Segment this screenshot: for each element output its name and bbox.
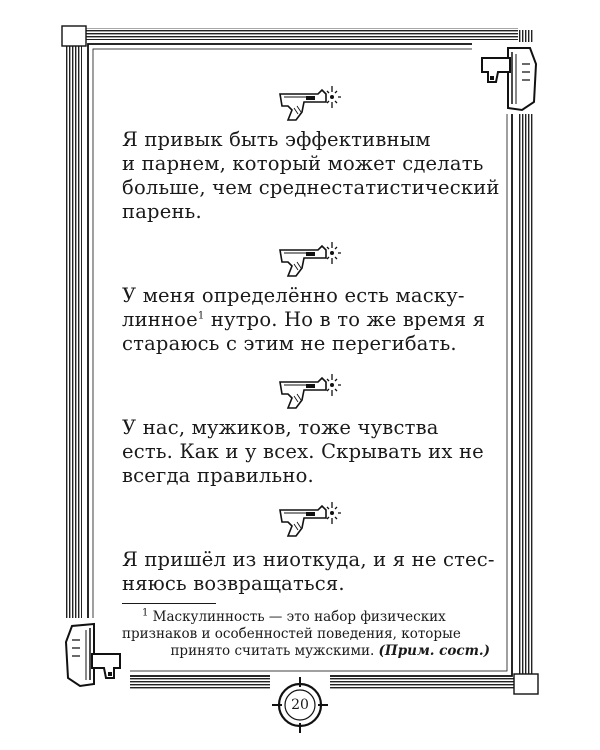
blaster-pistol-icon xyxy=(274,496,342,540)
paragraph: Я привык быть эффективным и парнем, который может сделать больше, чем среднестатистический парень. xyxy=(122,128,500,223)
pistol-holster-icon xyxy=(62,618,130,690)
footnote-reference[interactable]: 1 xyxy=(197,310,205,322)
blaster-pistol-icon xyxy=(274,368,342,412)
footnote-divider xyxy=(122,603,216,604)
paragraph: У нас, мужиков, тоже чувства есть. Как и у всех. Скрывать их не всегда правильно. xyxy=(122,416,484,487)
pistol-holster-icon xyxy=(472,42,540,114)
blaster-pistol-icon xyxy=(274,80,342,124)
footnote: $^1$ Маскулинность — это набор физических признаков и особенностей поведения, которые принято считать мужскими. (Прим. сост.) xyxy=(122,607,490,659)
page-number: 20 xyxy=(291,697,309,713)
paragraph: Я пришёл из ниоткуда, и я не стес- няюсь возвращаться. xyxy=(122,548,495,595)
paragraph: У меня определённо есть маску- линное$^1$ нутро. Но в то же время я стараюсь с этим не перегибать. xyxy=(122,284,486,355)
blaster-pistol-icon xyxy=(274,236,342,280)
